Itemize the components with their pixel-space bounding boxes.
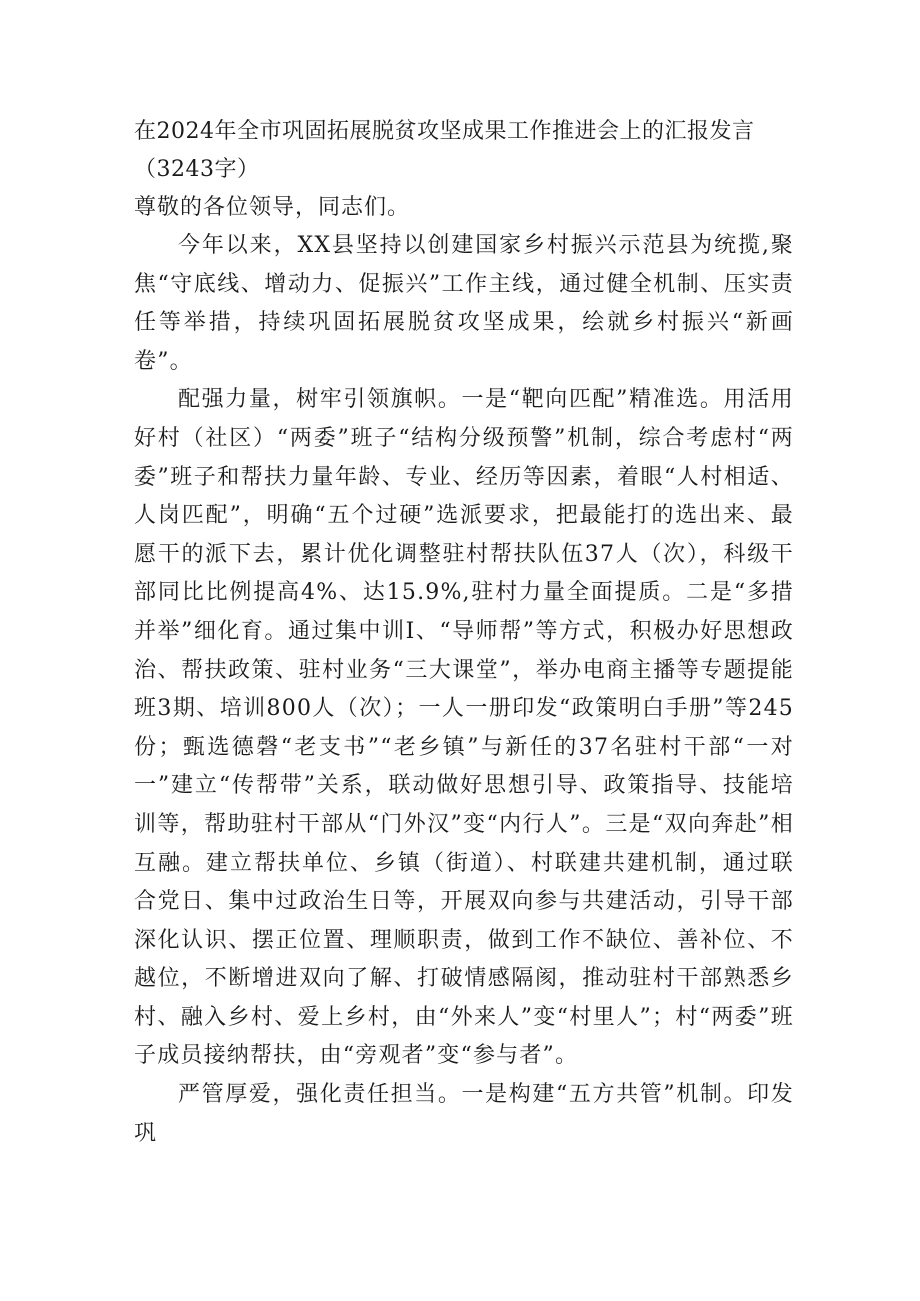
paragraph-intro: 今年以来，XX县坚持以创建国家乡村振兴示范县为统揽,聚焦“守底线、增动力、促振兴”工作主线，通过健全机制、压实责任等举措，持续巩固拓展脱贫攻坚成果，绘就乡村振兴“新画卷”。 xyxy=(134,233,794,374)
salutation: 尊敬的各位领导，同志们。 xyxy=(134,195,411,220)
document-title: 在2024年全市巩固拓展脱贫攻坚成果工作推进会上的汇报发言（3243字） xyxy=(134,119,755,182)
document-page xyxy=(134,113,794,1153)
paragraph-strict-management: 严管厚爱，强化责任担当。一是构建“五方共管”机制。印发巩 xyxy=(134,1082,794,1146)
paragraph-strengthen-forces: 配强力量，树牢引领旗帜。一是“靶向匹配”精准选。用活用好村（社区）“两委”班子“结构分级预警”机制，综合考虑村“两委”班子和帮扶力量年龄、专业、经历等因素，着眼“人村相适、人岗匹配”，明确“五个过硬”选派要求，把最能打的选出来、最愿干的派下去，累计优化调整驻村帮扶队伍37人（次），科级干部同比比例提高4%、达15.9%,驻村力量全面提质。二是“多措并举”细化育。通过集中训I、“导师帮”等方式，积极办好思想政治、帮扶政策、驻村业务“三大课堂”，举办电商主播等专题提能班3期、培训800人（次）；一人一册印发“政策明白手册”等245份；甄选德磬“老支书”“老乡镇”与新任的37名驻村干部“一对一”建立“传帮带”关系，联动做好思想引导、政策指导、技能培训等，帮助驻村干部从“门外汉”变“内行人”。三是“双向奔赴”相互融。建立帮扶单位、乡镇（街道）、村联建共建机制，通过联合党日、集中过政治生日等，开展双向参与共建活动，引导干部深化认识、摆正位置、理顺职责，做到工作不缺位、善补位、不越位，不断增进双向了解、打破情感隔阂，推动驻村干部熟悉乡村、融入乡村、爱上乡村，由“外来人”变“村里人”；村“两委”班子成员接纳帮扶，由“旁观者”变“参与者”。 xyxy=(134,387,794,1069)
